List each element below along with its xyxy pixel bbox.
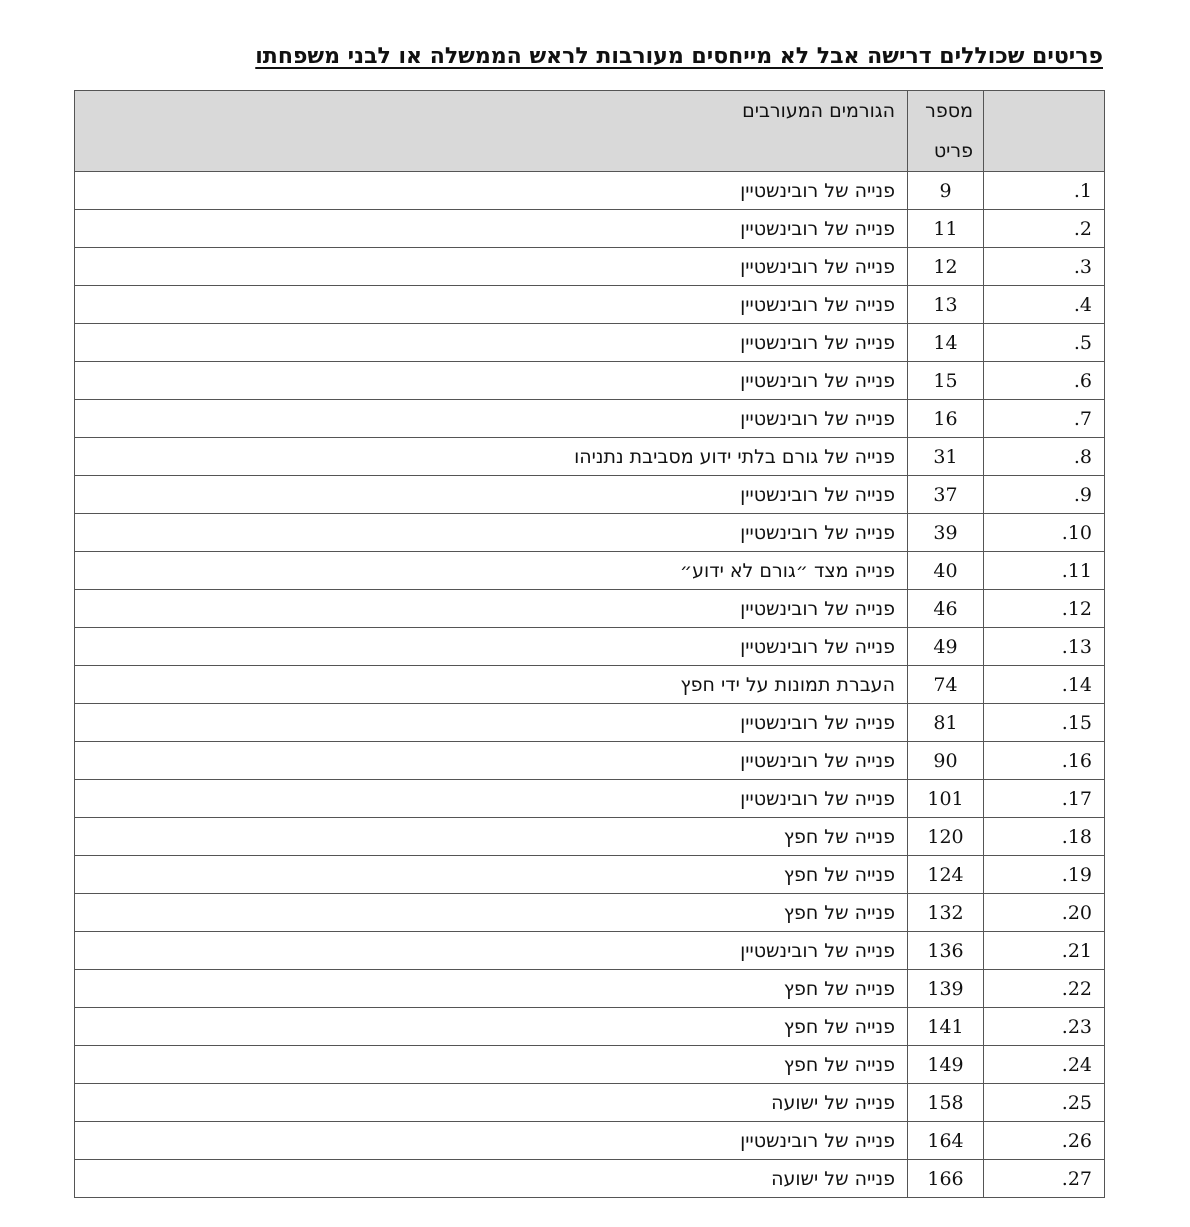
row-parties: פנייה מצד ״גורם לא ידוע״ <box>75 552 908 590</box>
row-index: 7. <box>984 400 1105 438</box>
row-parties: פנייה של גורם בלתי ידוע מסביבת נתניהו <box>75 438 908 476</box>
row-parties: פנייה של רובינשטיין <box>75 324 908 362</box>
row-parties: פנייה של רובינשטיין <box>75 1122 908 1160</box>
row-index: 15. <box>984 704 1105 742</box>
row-index: 20. <box>984 894 1105 932</box>
page-title: פריטים שכוללים דרישה אבל לא מייחסים מעורבות לראש הממשלה או לבני משפחתו <box>255 44 1103 69</box>
row-index: 12. <box>984 590 1105 628</box>
row-item-number: 11 <box>908 210 984 248</box>
row-item-number: 132 <box>908 894 984 932</box>
row-item-number: 158 <box>908 1084 984 1122</box>
row-parties: פנייה של חפץ <box>75 894 908 932</box>
row-parties: פנייה של חפץ <box>75 1008 908 1046</box>
row-parties: פנייה של ישועה <box>75 1084 908 1122</box>
row-index: 22. <box>984 970 1105 1008</box>
row-item-number: 39 <box>908 514 984 552</box>
table-row <box>75 1046 1105 1084</box>
row-index: 25. <box>984 1084 1105 1122</box>
row-parties: העברת תמונות על ידי חפץ <box>75 666 908 704</box>
items-table <box>74 90 1105 1198</box>
row-index: 24. <box>984 1046 1105 1084</box>
row-item-number: 90 <box>908 742 984 780</box>
row-parties: פנייה של רובינשטיין <box>75 210 908 248</box>
table-row <box>75 628 1105 666</box>
row-index: 18. <box>984 818 1105 856</box>
table-row <box>75 514 1105 552</box>
row-item-number: 49 <box>908 628 984 666</box>
row-item-number: 164 <box>908 1122 984 1160</box>
row-item-number: 101 <box>908 780 984 818</box>
table-row <box>75 742 1105 780</box>
row-item-number: 14 <box>908 324 984 362</box>
row-index: 21. <box>984 932 1105 970</box>
table-row <box>75 400 1105 438</box>
row-index: 10. <box>984 514 1105 552</box>
row-item-number: 74 <box>908 666 984 704</box>
table-row <box>75 286 1105 324</box>
row-parties: פנייה של ישועה <box>75 1160 908 1198</box>
row-parties: פנייה של רובינשטיין <box>75 628 908 666</box>
table-row <box>75 932 1105 970</box>
table-row <box>75 894 1105 932</box>
table-row <box>75 1008 1105 1046</box>
table-row <box>75 590 1105 628</box>
row-parties: פנייה של רובינשטיין <box>75 248 908 286</box>
row-index: 26. <box>984 1122 1105 1160</box>
table-row <box>75 438 1105 476</box>
row-index: 8. <box>984 438 1105 476</box>
table-row <box>75 704 1105 742</box>
row-parties: פנייה של רובינשטיין <box>75 932 908 970</box>
row-index: 19. <box>984 856 1105 894</box>
row-item-number: 16 <box>908 400 984 438</box>
row-item-number: 136 <box>908 932 984 970</box>
table-row <box>75 172 1105 210</box>
row-item-number: 9 <box>908 172 984 210</box>
row-parties: פנייה של רובינשטיין <box>75 514 908 552</box>
table-row <box>75 210 1105 248</box>
table-row <box>75 666 1105 704</box>
row-parties: פנייה של רובינשטיין <box>75 286 908 324</box>
row-parties: פנייה של רובינשטיין <box>75 400 908 438</box>
row-item-number: 13 <box>908 286 984 324</box>
table-body <box>75 172 1105 1198</box>
row-parties: פנייה של רובינשטיין <box>75 362 908 400</box>
table-row <box>75 970 1105 1008</box>
row-index: 17. <box>984 780 1105 818</box>
row-item-number: 15 <box>908 362 984 400</box>
table-row <box>75 476 1105 514</box>
table-row <box>75 248 1105 286</box>
table-row <box>75 1084 1105 1122</box>
row-parties: פנייה של רובינשטיין <box>75 742 908 780</box>
header-index <box>984 91 1105 172</box>
row-index: 2. <box>984 210 1105 248</box>
row-index: 16. <box>984 742 1105 780</box>
header-item-number: מספר פריט <box>908 91 984 172</box>
row-parties: פנייה של חפץ <box>75 1046 908 1084</box>
row-index: 27. <box>984 1160 1105 1198</box>
row-item-number: 124 <box>908 856 984 894</box>
row-index: 14. <box>984 666 1105 704</box>
row-index: 3. <box>984 248 1105 286</box>
table-row <box>75 1122 1105 1160</box>
row-parties: פנייה של רובינשטיין <box>75 172 908 210</box>
row-item-number: 141 <box>908 1008 984 1046</box>
table-row <box>75 1160 1105 1198</box>
row-parties: פנייה של חפץ <box>75 818 908 856</box>
row-item-number: 81 <box>908 704 984 742</box>
row-parties: פנייה של רובינשטיין <box>75 476 908 514</box>
row-parties: פנייה של חפץ <box>75 970 908 1008</box>
row-item-number: 166 <box>908 1160 984 1198</box>
row-item-number: 139 <box>908 970 984 1008</box>
table-row <box>75 552 1105 590</box>
header-parties: הגורמים המעורבים <box>75 91 908 172</box>
row-index: 9. <box>984 476 1105 514</box>
table-row <box>75 362 1105 400</box>
row-parties: פנייה של רובינשטיין <box>75 590 908 628</box>
row-index: 6. <box>984 362 1105 400</box>
table-row <box>75 818 1105 856</box>
row-index: 5. <box>984 324 1105 362</box>
row-item-number: 40 <box>908 552 984 590</box>
table-row <box>75 780 1105 818</box>
table-header-row <box>75 91 1105 172</box>
row-item-number: 12 <box>908 248 984 286</box>
row-index: 4. <box>984 286 1105 324</box>
row-index: 11. <box>984 552 1105 590</box>
table-row <box>75 324 1105 362</box>
row-index: 13. <box>984 628 1105 666</box>
row-item-number: 120 <box>908 818 984 856</box>
row-index: 23. <box>984 1008 1105 1046</box>
table-row <box>75 856 1105 894</box>
row-parties: פנייה של חפץ <box>75 856 908 894</box>
row-index: 1. <box>984 172 1105 210</box>
row-parties: פנייה של רובינשטיין <box>75 704 908 742</box>
row-item-number: 37 <box>908 476 984 514</box>
row-item-number: 31 <box>908 438 984 476</box>
row-item-number: 46 <box>908 590 984 628</box>
row-item-number: 149 <box>908 1046 984 1084</box>
row-parties: פנייה של רובינשטיין <box>75 780 908 818</box>
